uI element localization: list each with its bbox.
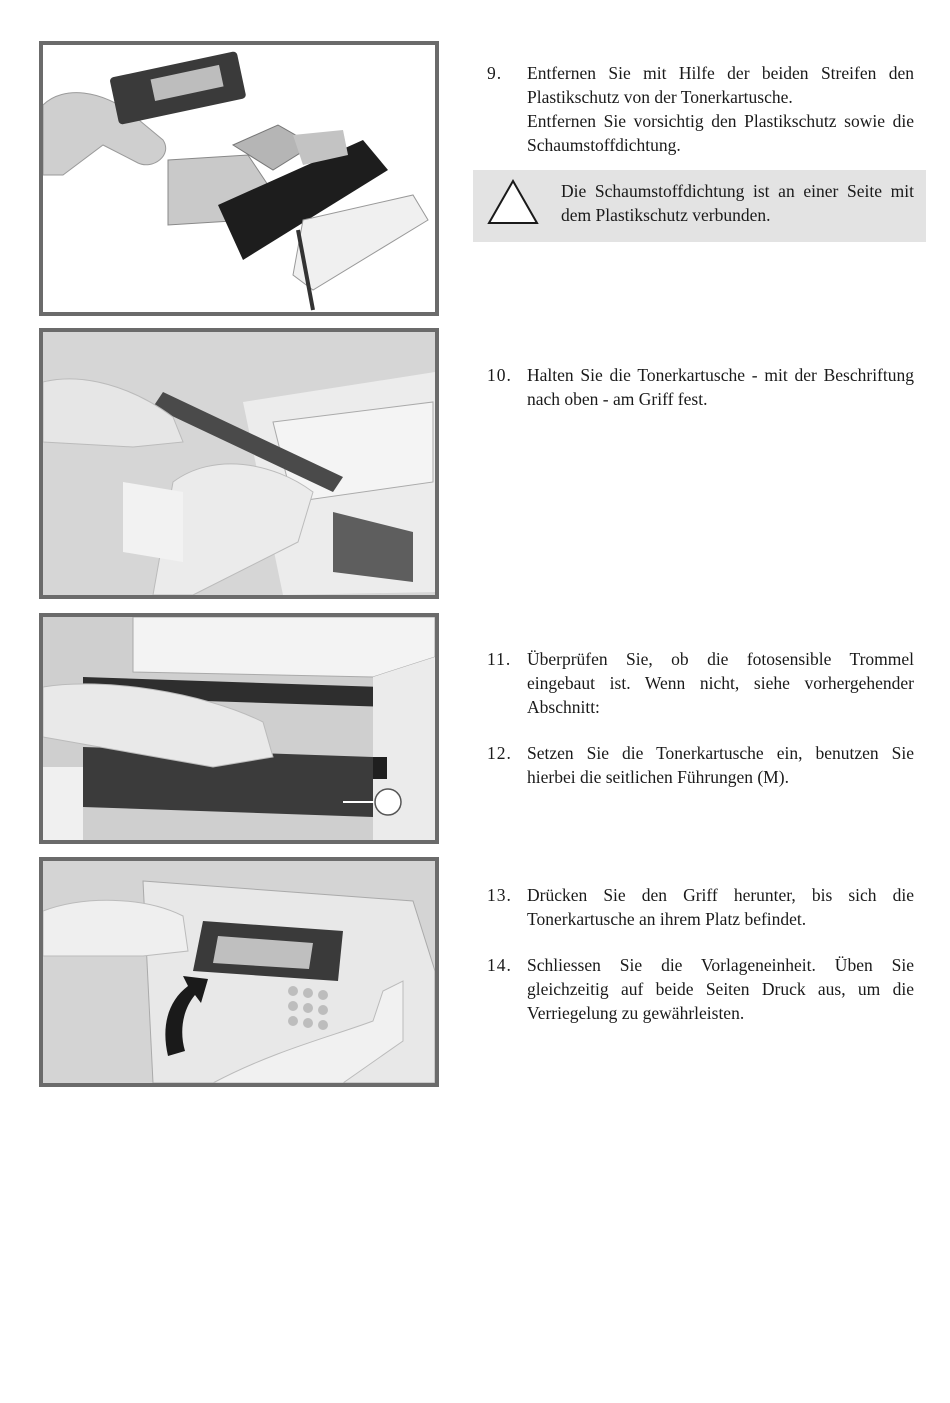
step-number: 9.: [487, 63, 503, 83]
step-9: [487, 61, 914, 157]
photo-remove-protection: [39, 41, 439, 316]
step-text: Überprüfen Sie, ob die fotosensible Trommel eingebaut ist. Wenn nicht, siehe vorhergehender Abschnitt:: [527, 649, 914, 717]
photo-insert-cartridge: [39, 613, 439, 844]
warning-box: [473, 170, 926, 242]
step-11: [487, 647, 914, 719]
warning-triangle-icon: [486, 178, 540, 226]
step-text: Schliessen Sie die Vorlageneinheit. Üben Sie gleichzeitig auf beide Seiten Druck aus, um die Verriegelung zu gewährleisten.: [527, 955, 914, 1023]
step-number: 13.: [487, 885, 512, 905]
step-number: 10.: [487, 365, 512, 385]
step-12: [487, 741, 914, 789]
step-text: Entfernen Sie vorsichtig den Plastikschutz sowie die Schaumstoffdichtung.: [527, 111, 914, 155]
step-text: Halten Sie die Tonerkartusche - mit der Beschriftung nach oben - am Griff fest.: [527, 365, 914, 409]
warning-text: Die Schaumstoffdichtung ist an einer Seite mit dem Plastikschutz verbunden.: [561, 181, 914, 225]
remove-protection-illustration: [43, 45, 435, 312]
step-number: 11.: [487, 649, 512, 669]
step-text: Drücken Sie den Griff herunter, bis sich die Tonerkartusche an ihrem Platz befindet.: [527, 885, 914, 929]
step-text: Setzen Sie die Tonerkartusche ein, benutzen Sie hierbei die seitlichen Führungen (M).: [527, 743, 914, 787]
step-10: [487, 363, 914, 411]
step-text: Entfernen Sie mit Hilfe der beiden Streifen den Plastikschutz von der Tonerkartusche.: [527, 63, 914, 107]
photo-hold-cartridge: [39, 328, 439, 599]
step-number: 14.: [487, 955, 512, 975]
hold-cartridge-illustration: [43, 332, 435, 595]
step-13: [487, 883, 914, 931]
step-number: 12.: [487, 743, 512, 763]
callout-circle-m: [375, 789, 401, 815]
step-14: [487, 953, 914, 1025]
photo-close-unit: [39, 857, 439, 1087]
insert-cartridge-illustration: [43, 617, 435, 840]
close-unit-illustration: [43, 861, 435, 1083]
